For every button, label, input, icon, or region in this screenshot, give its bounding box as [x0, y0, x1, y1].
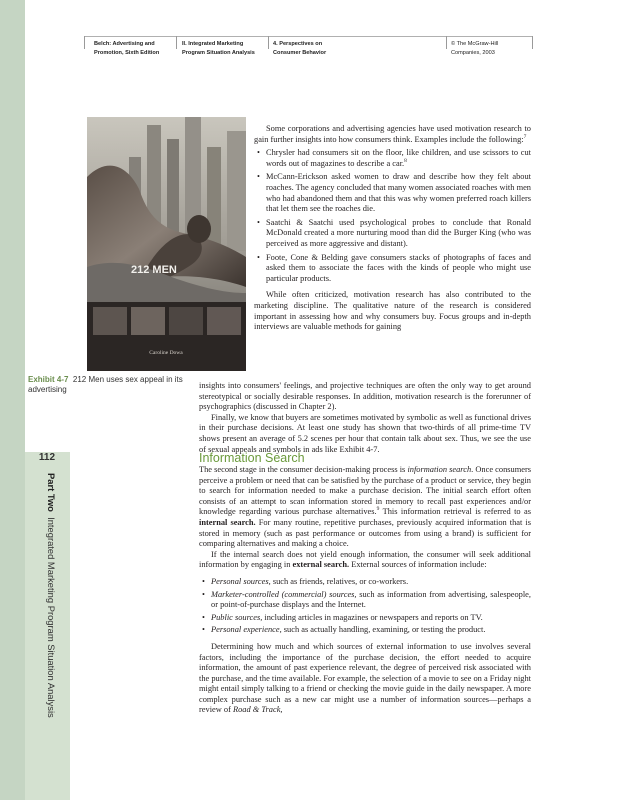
header-book-title: Belch: Advertising and Promotion, Sixth Edition	[94, 41, 160, 56]
exhibit-caption: Exhibit 4-7 212 Men uses sex appeal in its advertising	[28, 375, 183, 394]
criticized-paragraph-narrow: While often criticized, motivation research has also contributed to the marketing discipline. The qualitative nature of the research is considered important in assessing how and why consumers buy. Focus groups and in-depth interviews are valuable methods for gaining	[254, 290, 531, 332]
cover-title: 212 MEN	[131, 264, 177, 276]
cover-author: Caroline Dowa	[149, 350, 183, 356]
source-item: • Public sources, including articles in magazines or newspapers and reports on TV.	[199, 613, 531, 624]
section-heading: Information Search	[199, 451, 305, 465]
header-top-rule	[84, 36, 532, 37]
source-item: • Marketer-controlled (commercial) sources, such as information from advertising, salespeople, or point-of-purchase displays and the Internet.	[199, 590, 531, 611]
finally-paragraph: Finally, we know that buyers are sometimes motivated by symbolic as well as functional drives in their purchase decisions. At least one study has shown that two-thirds of all prime-time TV shows present an average of 5.2 scenes per hour that contain talk about sex. Thus, we see the use of sexual appeals and symbols in ads like Exhibit 4-7.	[199, 412, 531, 454]
info-search-p2: If the internal search does not yield enough information, the consumer will seek additional information by engaging in external search. External sources of information include:	[199, 549, 531, 570]
bullet-item: • Saatchi & Saatchi used psychological probes to conclude that Ronald McDonald created a more nurturing mood than did the Burger King (who was perceived as more aggressive and distant).	[254, 218, 531, 250]
page-number: 112	[38, 452, 56, 463]
source-item: • Personal sources, such as friends, relatives, or co-workers.	[199, 577, 531, 588]
info-search-p3: Determining how much and which sources of external information to use involves several factors, including the importance of the purchase decision, the effort needed to acquire information, the amount of past experience relevant, the degree of perceived risk associated with the purchase, and the time available. For example, the selection of a movie to see on a Friday night might entail simply talking to a friend or checking the movie guide in the daily newspaper. A more complex purchase such as a new car might use a number of information sources—perhaps a review of Road & Track,	[199, 641, 531, 715]
exhibit-photo	[87, 117, 246, 371]
bullet-item: • McCann-Erickson asked women to draw and describe how they felt about roaches. The agency concluded that many women associated roaches with men who had abandoned them and that this was why women preferred roach killers that let them see the roaches die.	[254, 172, 531, 214]
side-strip	[0, 0, 25, 800]
header-divider	[84, 36, 85, 49]
full-width-text	[199, 381, 531, 455]
source-item: • Personal experience, such as actually handling, examining, or testing the product.	[199, 625, 531, 636]
header-divider	[446, 36, 447, 49]
bullet-item: • Chrysler had consumers sit on the floor, like children, and use scissors to cut words out of magazines to describe a car.$^8$	[254, 148, 531, 169]
header-part: II. Integrated Marketing Program Situation Analysis	[182, 41, 255, 56]
bullet-item: • Foote, Cone & Belding gave consumers stacks of photographs of faces and asked them to associate the faces with the kinds of people who might use particular products.	[254, 253, 531, 285]
header-chapter: 4. Perspectives on Consumer Behavior	[273, 41, 327, 56]
criticized-paragraph-wide: insights into consumers' feelings, and projective techniques are often the only way to get around stereotypical or socially desirable responses. In addition, motivation research is the forerunner of psychographics (discussed in Chapter 2).	[199, 381, 531, 412]
header-copyright: © The McGraw-Hill Companies, 2003	[451, 41, 499, 56]
info-search-p1: The second stage in the consumer decision-making process is information search. Once consumers perceive a problem or need that can be satisfied by the purchase of a product or service, they begin to search for information needed to make a purchase decision. The initial search effort often consists of an attempt to scan information stored in memory to recall past experiences and/or knowledge regarding various purchase alternatives.$^9$ This information retrieval is referred to as internal search. For many routine, repetitive purchases, previously acquired information that is stored in memory (such as past performance or outcomes from using a brand) is sufficient for comparing alternatives and making a choice.	[199, 465, 531, 549]
header-divider	[532, 36, 533, 49]
header-divider	[176, 36, 177, 49]
information-search-section	[199, 465, 531, 716]
motivation-research-column	[254, 124, 531, 333]
running-section-title: Part Two Integrated Marketing Program Situation Analysis	[46, 473, 57, 718]
intro-paragraph: Some corporations and advertising agencies have used motivation research to gain further insights into how consumers think. Examples include the following:$^7$	[254, 124, 531, 144]
header-divider	[268, 36, 269, 49]
